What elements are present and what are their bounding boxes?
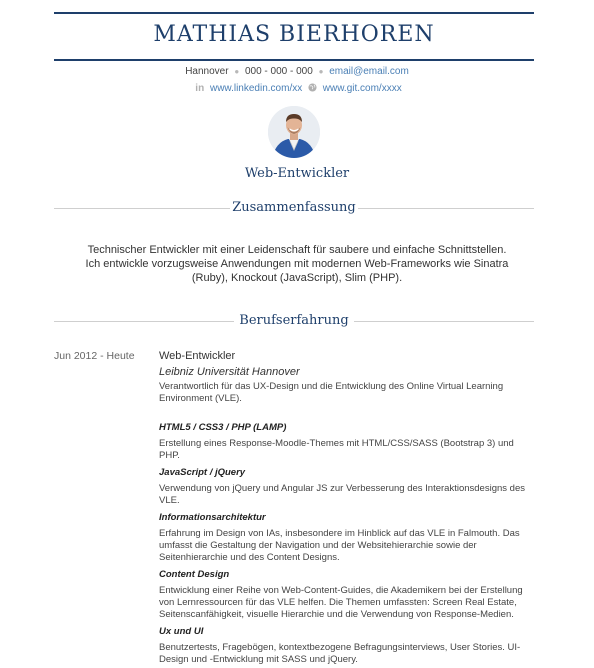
- experience-description: Verantwortlich für das UX-Design und die Entwicklung des Online Virtual Learning Environment (VLE).: [159, 381, 504, 404]
- experience-organization: Leibniz Universität Hannover: [159, 366, 300, 378]
- skill-heading: HTML5 / CSS3 / PHP (LAMP): [159, 422, 287, 433]
- skill-text: Erstellung eines Response-Moodle-Themes mit HTML/CSS/SASS (Bootstrap 3) und PHP.: [159, 438, 514, 461]
- contact-line-primary: [0, 65, 594, 79]
- skill-block: [159, 625, 534, 666]
- linkedin-icon: in: [195, 83, 205, 94]
- skill-block: [159, 568, 534, 621]
- skill-block: [159, 421, 534, 462]
- experience-dates: Jun 2012 - Heute: [54, 350, 135, 362]
- skill-block: [159, 511, 534, 564]
- job-title: Web-Entwickler: [244, 166, 350, 181]
- city: Hannover: [185, 66, 229, 77]
- section-title: Berufserfahrung: [239, 313, 349, 328]
- summary-text: Technischer Entwickler mit einer Leidenschaft für saubere und einfache Schnittstellen. Ich entwickle vorzugsweise Anwendungen mit modernen Web-Frameworks wie Sinatra (Ruby), Knockout (JavaScript), Slim (PHP).: [85, 244, 509, 284]
- avatar: [268, 106, 320, 158]
- experience-entry: [159, 348, 534, 666]
- phone: 000 - 000 - 000: [244, 66, 313, 77]
- skill-heading: JavaScript / jQuery: [159, 467, 246, 478]
- git-link[interactable]: www.git.com/xxxx: [322, 83, 402, 94]
- experience-role: Web-Entwickler: [159, 350, 236, 362]
- email-link[interactable]: email@email.com: [329, 66, 409, 77]
- globe-icon: [308, 83, 320, 94]
- contact-line-links: [0, 82, 594, 96]
- skill-heading: Content Design: [159, 569, 230, 580]
- linkedin-link[interactable]: www.linkedin.com/xx: [209, 83, 303, 94]
- skill-block: [159, 466, 534, 507]
- skill-heading: Informationsarchitektur: [159, 512, 266, 523]
- candidate-name: MATHIAS BIERHOREN: [153, 22, 435, 47]
- header-rule-top: [54, 12, 534, 14]
- skill-text: Verwendung von jQuery und Angular JS zur Verbesserung des Interaktionsdesigns des VLE.: [159, 483, 525, 506]
- section-rule: [354, 321, 534, 322]
- section-experience-heading: [54, 311, 534, 331]
- skill-text: Benutzertests, Fragebögen, kontextbezogene Befragungsinterviews, User Stories. UI-Design und -Entwicklung mit SASS und jQuery.: [159, 642, 521, 665]
- bullet-dot-icon: ●: [234, 67, 240, 76]
- skill-text: Entwicklung einer Reihe von Web-Content-Guides, die Akademikern bei der Erstellung von Lernressourcen für das VLE helfen. Die Themen umfassten: Screen Real Estate, Seitenscanfähigkeit, visuelle Hierarchie und die Verwendung von Response-Medien.: [159, 585, 523, 620]
- section-rule: [358, 208, 534, 209]
- section-title: Zusammenfassung: [232, 200, 356, 215]
- skill-heading: Ux und UI: [159, 626, 204, 637]
- skill-text: Erfahrung im Design von IAs, insbesondere im Hinblick auf das VLE in Falmouth. Das umfasst die Gestaltung der Navigation und der Websitehierarchie sowie der Seitenhierarchie und des Content Designs.: [159, 528, 520, 563]
- header-rule-bottom: [54, 59, 534, 61]
- section-summary-heading: [54, 198, 534, 218]
- bullet-dot-icon: ●: [318, 67, 324, 76]
